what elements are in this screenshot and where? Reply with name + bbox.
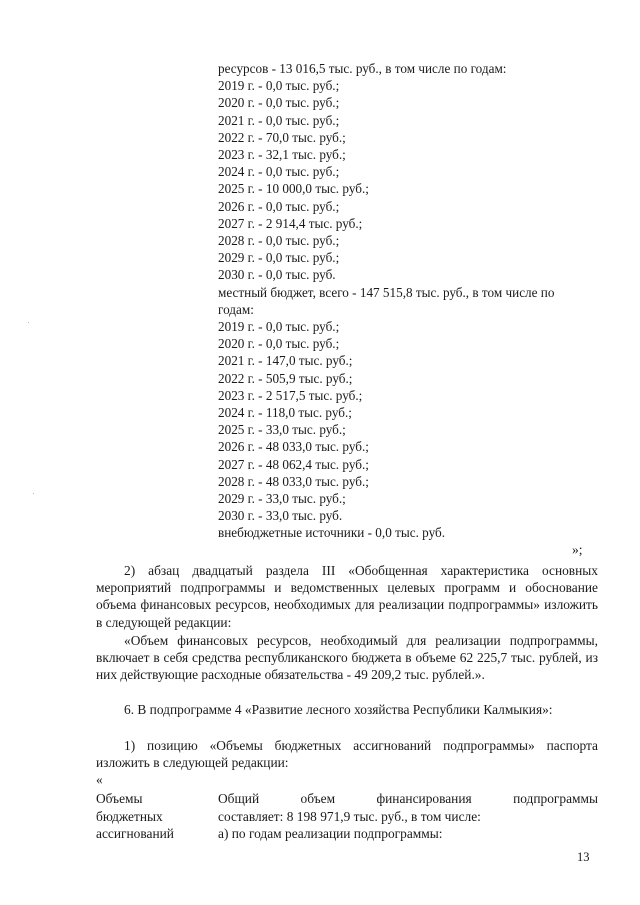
funding-line: 2027 г. - 48 062,4 тыс. руб.;	[218, 456, 369, 472]
funding-line: 2025 г. - 33,0 тыс. руб.;	[218, 422, 346, 438]
funding-line: 2020 г. - 0,0 тыс. руб.;	[218, 336, 340, 352]
funding-by-year-block	[218, 60, 588, 542]
funding-line: 2019 г. - 0,0 тыс. руб.;	[218, 319, 340, 335]
paragraph-subprogram-4: 6. В подпрограмме 4 «Развитие лесного хозяйства Республики Калмыкия»:	[124, 702, 553, 717]
paragraph-quoted-amendment: «Объем финансовых ресурсов, необходимый для реализации подпрограммы, включает в себя средства республиканского бюджета в объеме 62 225,7 тыс. рублей, из них действующие расходные обязательства - 49 209,2 тыс. рублей.».	[96, 633, 598, 683]
funding-line: 2024 г. - 118,0 тыс. руб.;	[218, 405, 352, 421]
scan-speck	[33, 493, 34, 494]
funding-line: 2024 г. - 0,0 тыс. руб.;	[218, 164, 340, 180]
funding-line: 2023 г. - 2 517,5 тыс. руб.;	[218, 387, 363, 403]
funding-line: 2028 г. - 0,0 тыс. руб.;	[218, 233, 340, 249]
funding-line: 2026 г. - 48 033,0 тыс. руб.;	[218, 439, 369, 455]
funding-line: 2029 г. - 33,0 тыс. руб.;	[218, 491, 346, 507]
funding-line: 2030 г. - 0,0 тыс. руб.	[218, 267, 336, 283]
row-value-line: Общий объем финансирования подпрограммы	[218, 791, 598, 806]
row-value-line: а) по годам реализации подпрограммы:	[218, 826, 443, 842]
closing-quote: »;	[572, 542, 583, 557]
page-number: 13	[577, 850, 590, 864]
paragraph-section-iii: 2) абзац двадцатый раздела III «Обобщенная характеристика основных мероприятий подпрограммы и ведомственных целевых программ и обоснование объема финансовых ресурсов, необходимых для реализации подпрограммы» изложить в следующей редакции:	[96, 563, 598, 630]
row-label-line: бюджетных	[96, 808, 163, 824]
funding-line: 2030 г. - 33,0 тыс. руб.	[218, 508, 343, 524]
funding-line: 2022 г. - 70,0 тыс. руб.;	[218, 129, 346, 145]
funding-line: 2025 г. - 10 000,0 тыс. руб.;	[218, 181, 369, 197]
opening-quote: «	[96, 772, 103, 787]
funding-line: 2027 г. - 2 914,4 тыс. руб.;	[218, 215, 363, 231]
funding-line: 2026 г. - 0,0 тыс. руб.;	[218, 198, 340, 214]
scan-speck	[28, 322, 29, 323]
funding-line: 2021 г. - 147,0 тыс. руб.;	[218, 353, 353, 369]
row-label-line: ассигнований	[96, 826, 174, 842]
funding-line: 2023 г. - 32,1 тыс. руб.;	[218, 147, 346, 163]
passport-table	[96, 790, 598, 843]
funding-line: 2019 г. - 0,0 тыс. руб.;	[218, 78, 340, 94]
funding-line: 2020 г. - 0,0 тыс. руб.;	[218, 95, 340, 111]
table-row	[96, 808, 598, 826]
extrabudgetary-line: внебюджетные источники - 0,0 тыс. руб.	[218, 525, 446, 541]
funding-line: 2021 г. - 0,0 тыс. руб.;	[218, 112, 340, 128]
funding-line: 2028 г. - 48 033,0 тыс. руб.;	[218, 473, 369, 489]
table-row	[96, 825, 598, 843]
paragraph-passport-position: 1) позицию «Объемы бюджетных ассигнований подпрограммы» паспорта изложить в следующей редакции:	[96, 738, 598, 771]
row-label-line: Объемы	[96, 791, 143, 806]
row-value-line: составляет: 8 198 971,9 тыс. руб., в том числе:	[218, 808, 481, 824]
funding-line: ресурсов - 13 016,5 тыс. руб., в том числе по годам:	[218, 61, 507, 76]
local-budget-line: местный бюджет, всего - 147 515,8 тыс. руб., в том числе по годам:	[218, 284, 555, 317]
funding-line: 2022 г. - 505,9 тыс. руб.;	[218, 370, 353, 386]
table-row	[96, 790, 598, 808]
funding-line: 2029 г. - 0,0 тыс. руб.;	[218, 250, 340, 266]
